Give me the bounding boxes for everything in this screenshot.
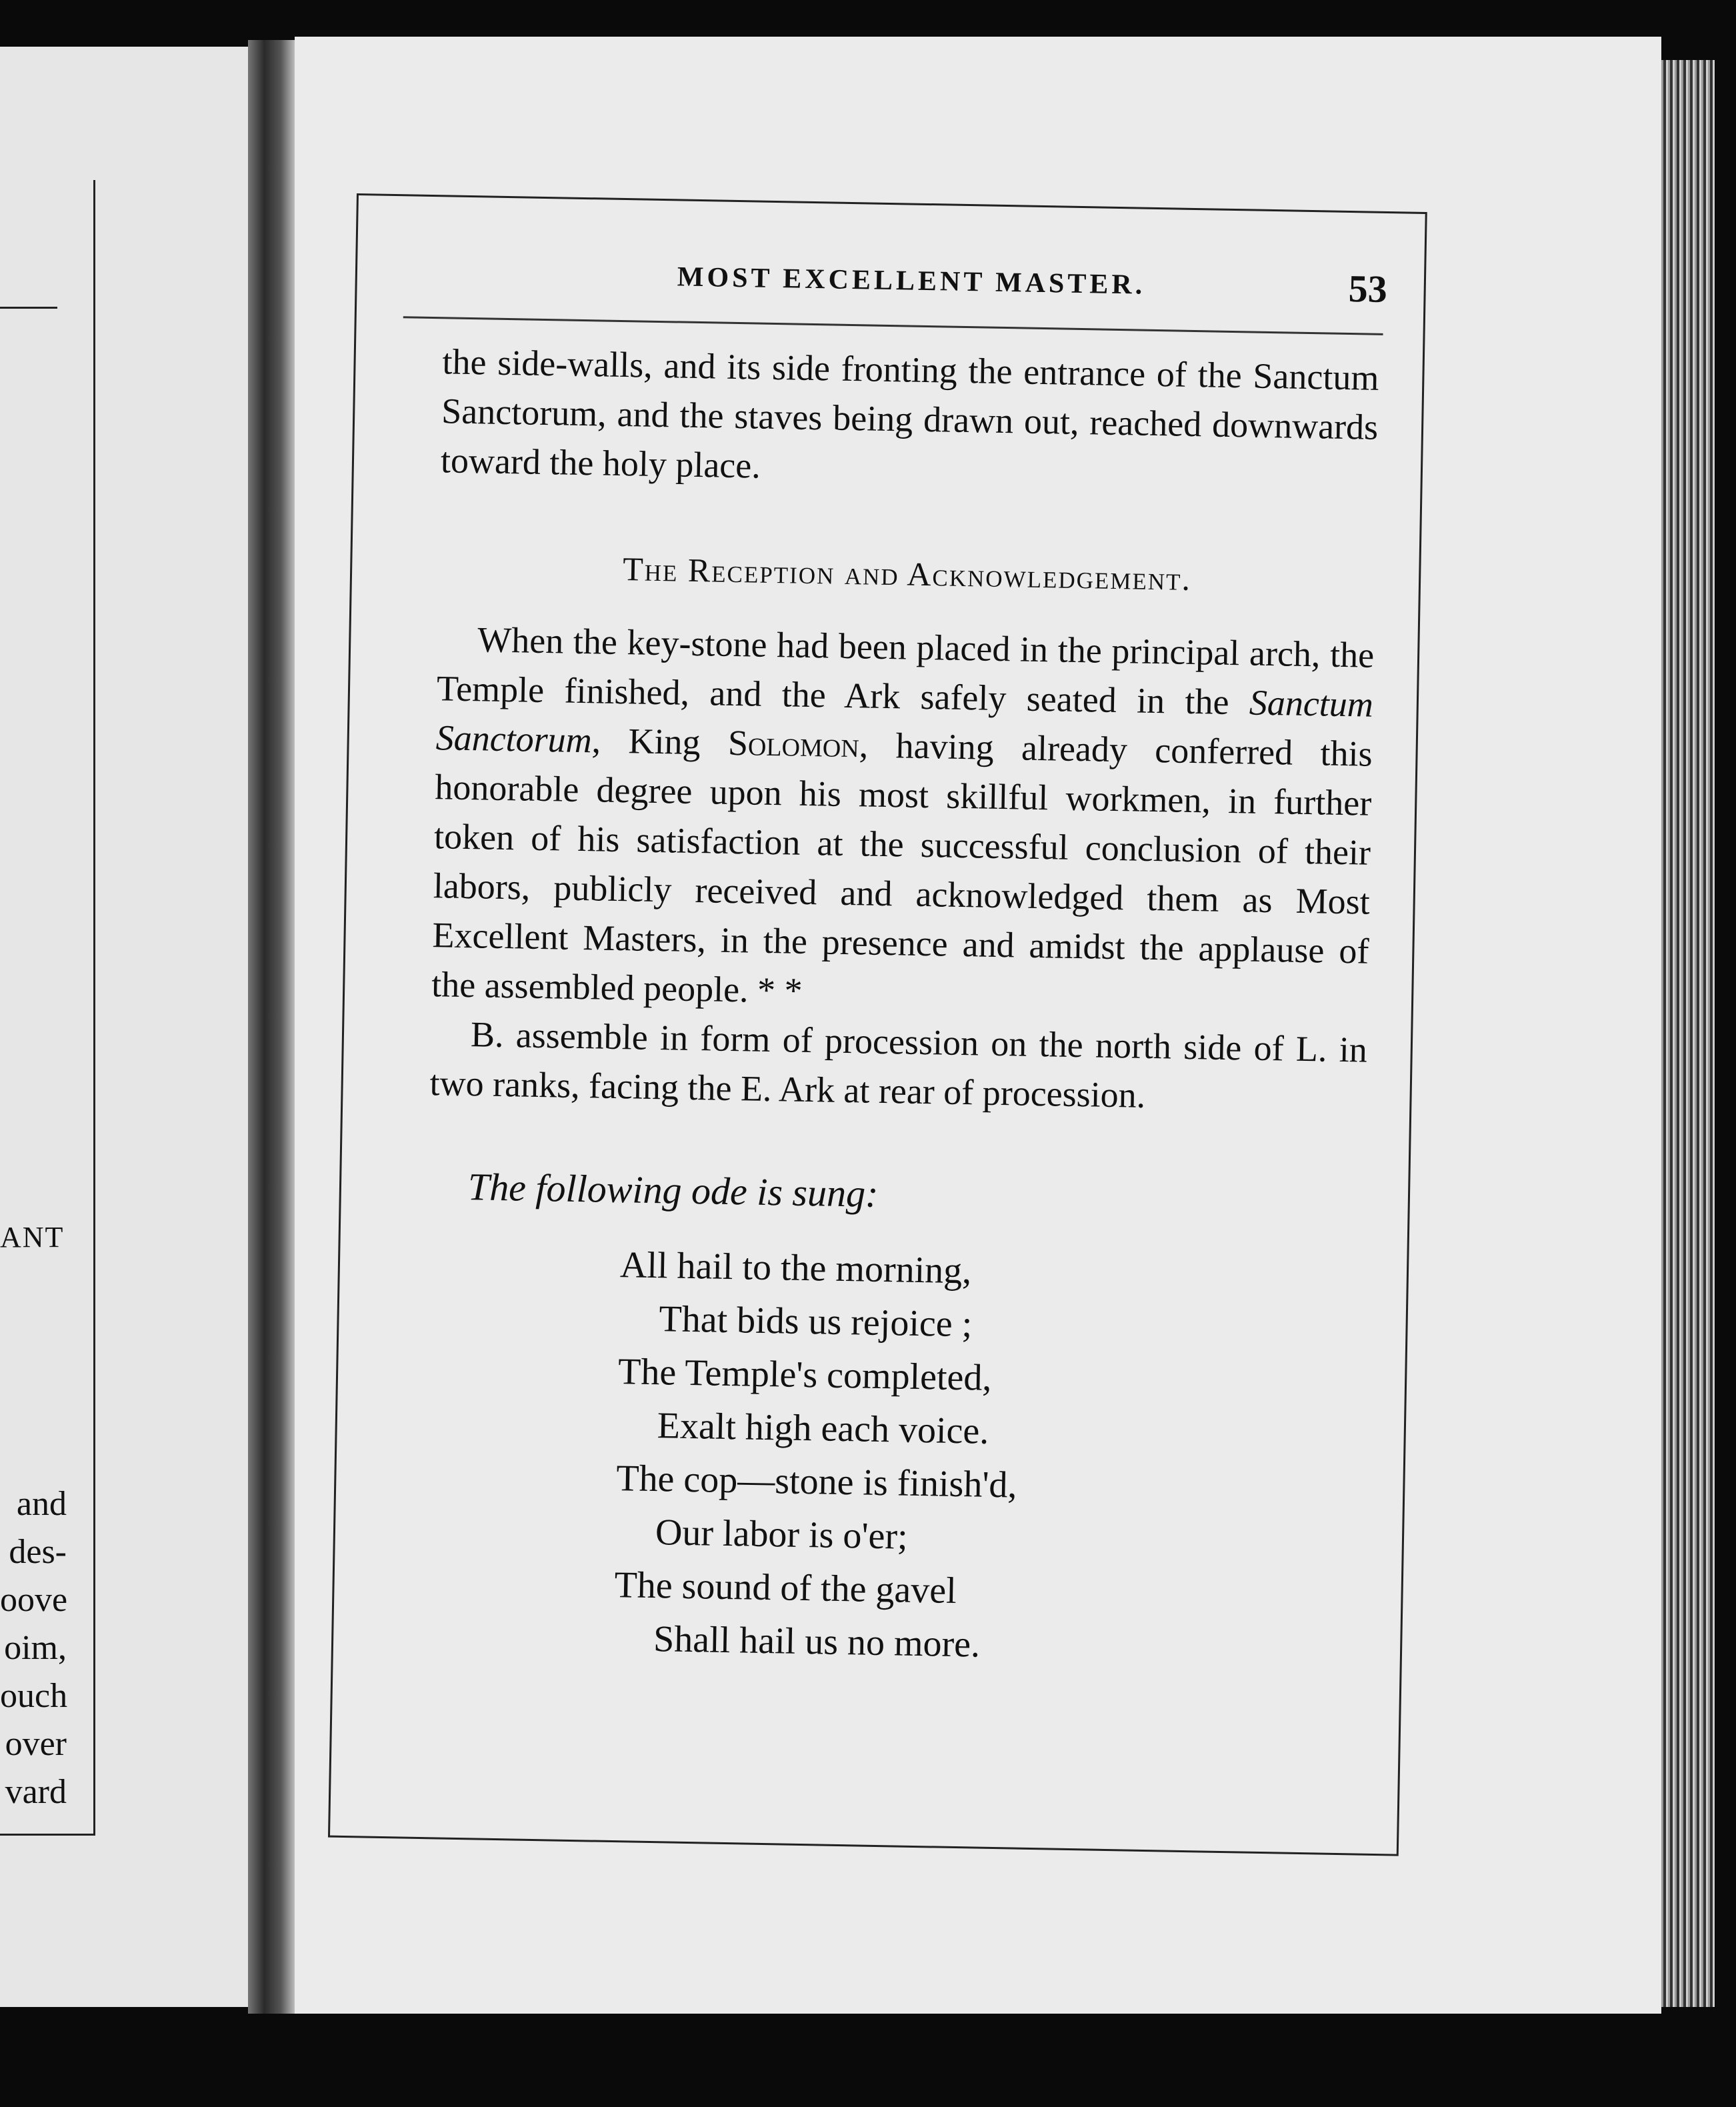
- ode-line: The Temple's completed,: [617, 1351, 992, 1399]
- reception-paragraph: [431, 614, 1375, 1025]
- continuation-paragraph: the side-walls, and its side fronting the entrance of the Sanctum Sanctorum, and the staves being drawn out, reached downwards toward the holy place.: [440, 341, 1379, 486]
- ode-line: Shall hail us no more.: [653, 1618, 981, 1666]
- left-partial-word: oim,: [4, 1629, 67, 1667]
- running-title: MOST EXCELLENT MASTER.: [677, 261, 1146, 301]
- section-title: The Reception and Acknowledgement.: [622, 550, 1192, 597]
- left-partial-word: des-: [9, 1533, 67, 1571]
- left-partial-word: oove: [0, 1581, 68, 1619]
- header-rule: [403, 316, 1383, 335]
- left-partial-word: vard: [5, 1773, 67, 1811]
- ode-line: The cop—stone is finish'd,: [615, 1458, 1018, 1506]
- page-edges: [1661, 60, 1715, 2007]
- reception-text-end: , having already conferred this honorable degree upon his most skillful workmen, in further token of his satisfaction at the successful conclusion of their labors, publicly received and acknowledged them as Most Excellent Masters, in the presence and amidst the applause of the assembled people. * *: [431, 725, 1373, 1011]
- left-partial-heading: ANT: [0, 1221, 65, 1254]
- running-head: [357, 249, 1424, 314]
- ode-line: The sound of the gavel: [614, 1564, 957, 1612]
- book-gutter: [248, 40, 295, 2014]
- reception-text-start: When the key-stone had been placed in the principal arch, the Temple finished, and the Ark safely seated in the: [436, 619, 1375, 723]
- ode-line: Our labor is o'er;: [655, 1512, 909, 1558]
- left-page: [0, 47, 248, 2007]
- left-partial-word: over: [5, 1725, 67, 1763]
- left-partial-word: ouch: [0, 1677, 68, 1715]
- reception-text-mid: , King: [591, 720, 729, 763]
- solomon-name: Solomon: [727, 722, 860, 765]
- procession-paragraph: B. assemble in form of procession on the north side of L. in two ranks, facing the E. Ark at rear of procession.: [429, 1014, 1368, 1116]
- page-frame: [328, 193, 1427, 1856]
- ode-line: All hail to the morning,: [619, 1244, 972, 1292]
- page-number: 53: [1348, 266, 1388, 311]
- ode-line: That bids us rejoice ;: [659, 1298, 973, 1346]
- ode-verse: [613, 1238, 1364, 1678]
- text-block: [420, 337, 1379, 1678]
- left-partial-word: and: [16, 1485, 67, 1523]
- ode-line: Exalt high each voice.: [657, 1405, 989, 1452]
- sanctum-italic: Sanctum Sanctorum: [435, 682, 1374, 761]
- ode-intro: The following ode is sung:: [467, 1165, 879, 1216]
- left-page-rule: [0, 307, 57, 309]
